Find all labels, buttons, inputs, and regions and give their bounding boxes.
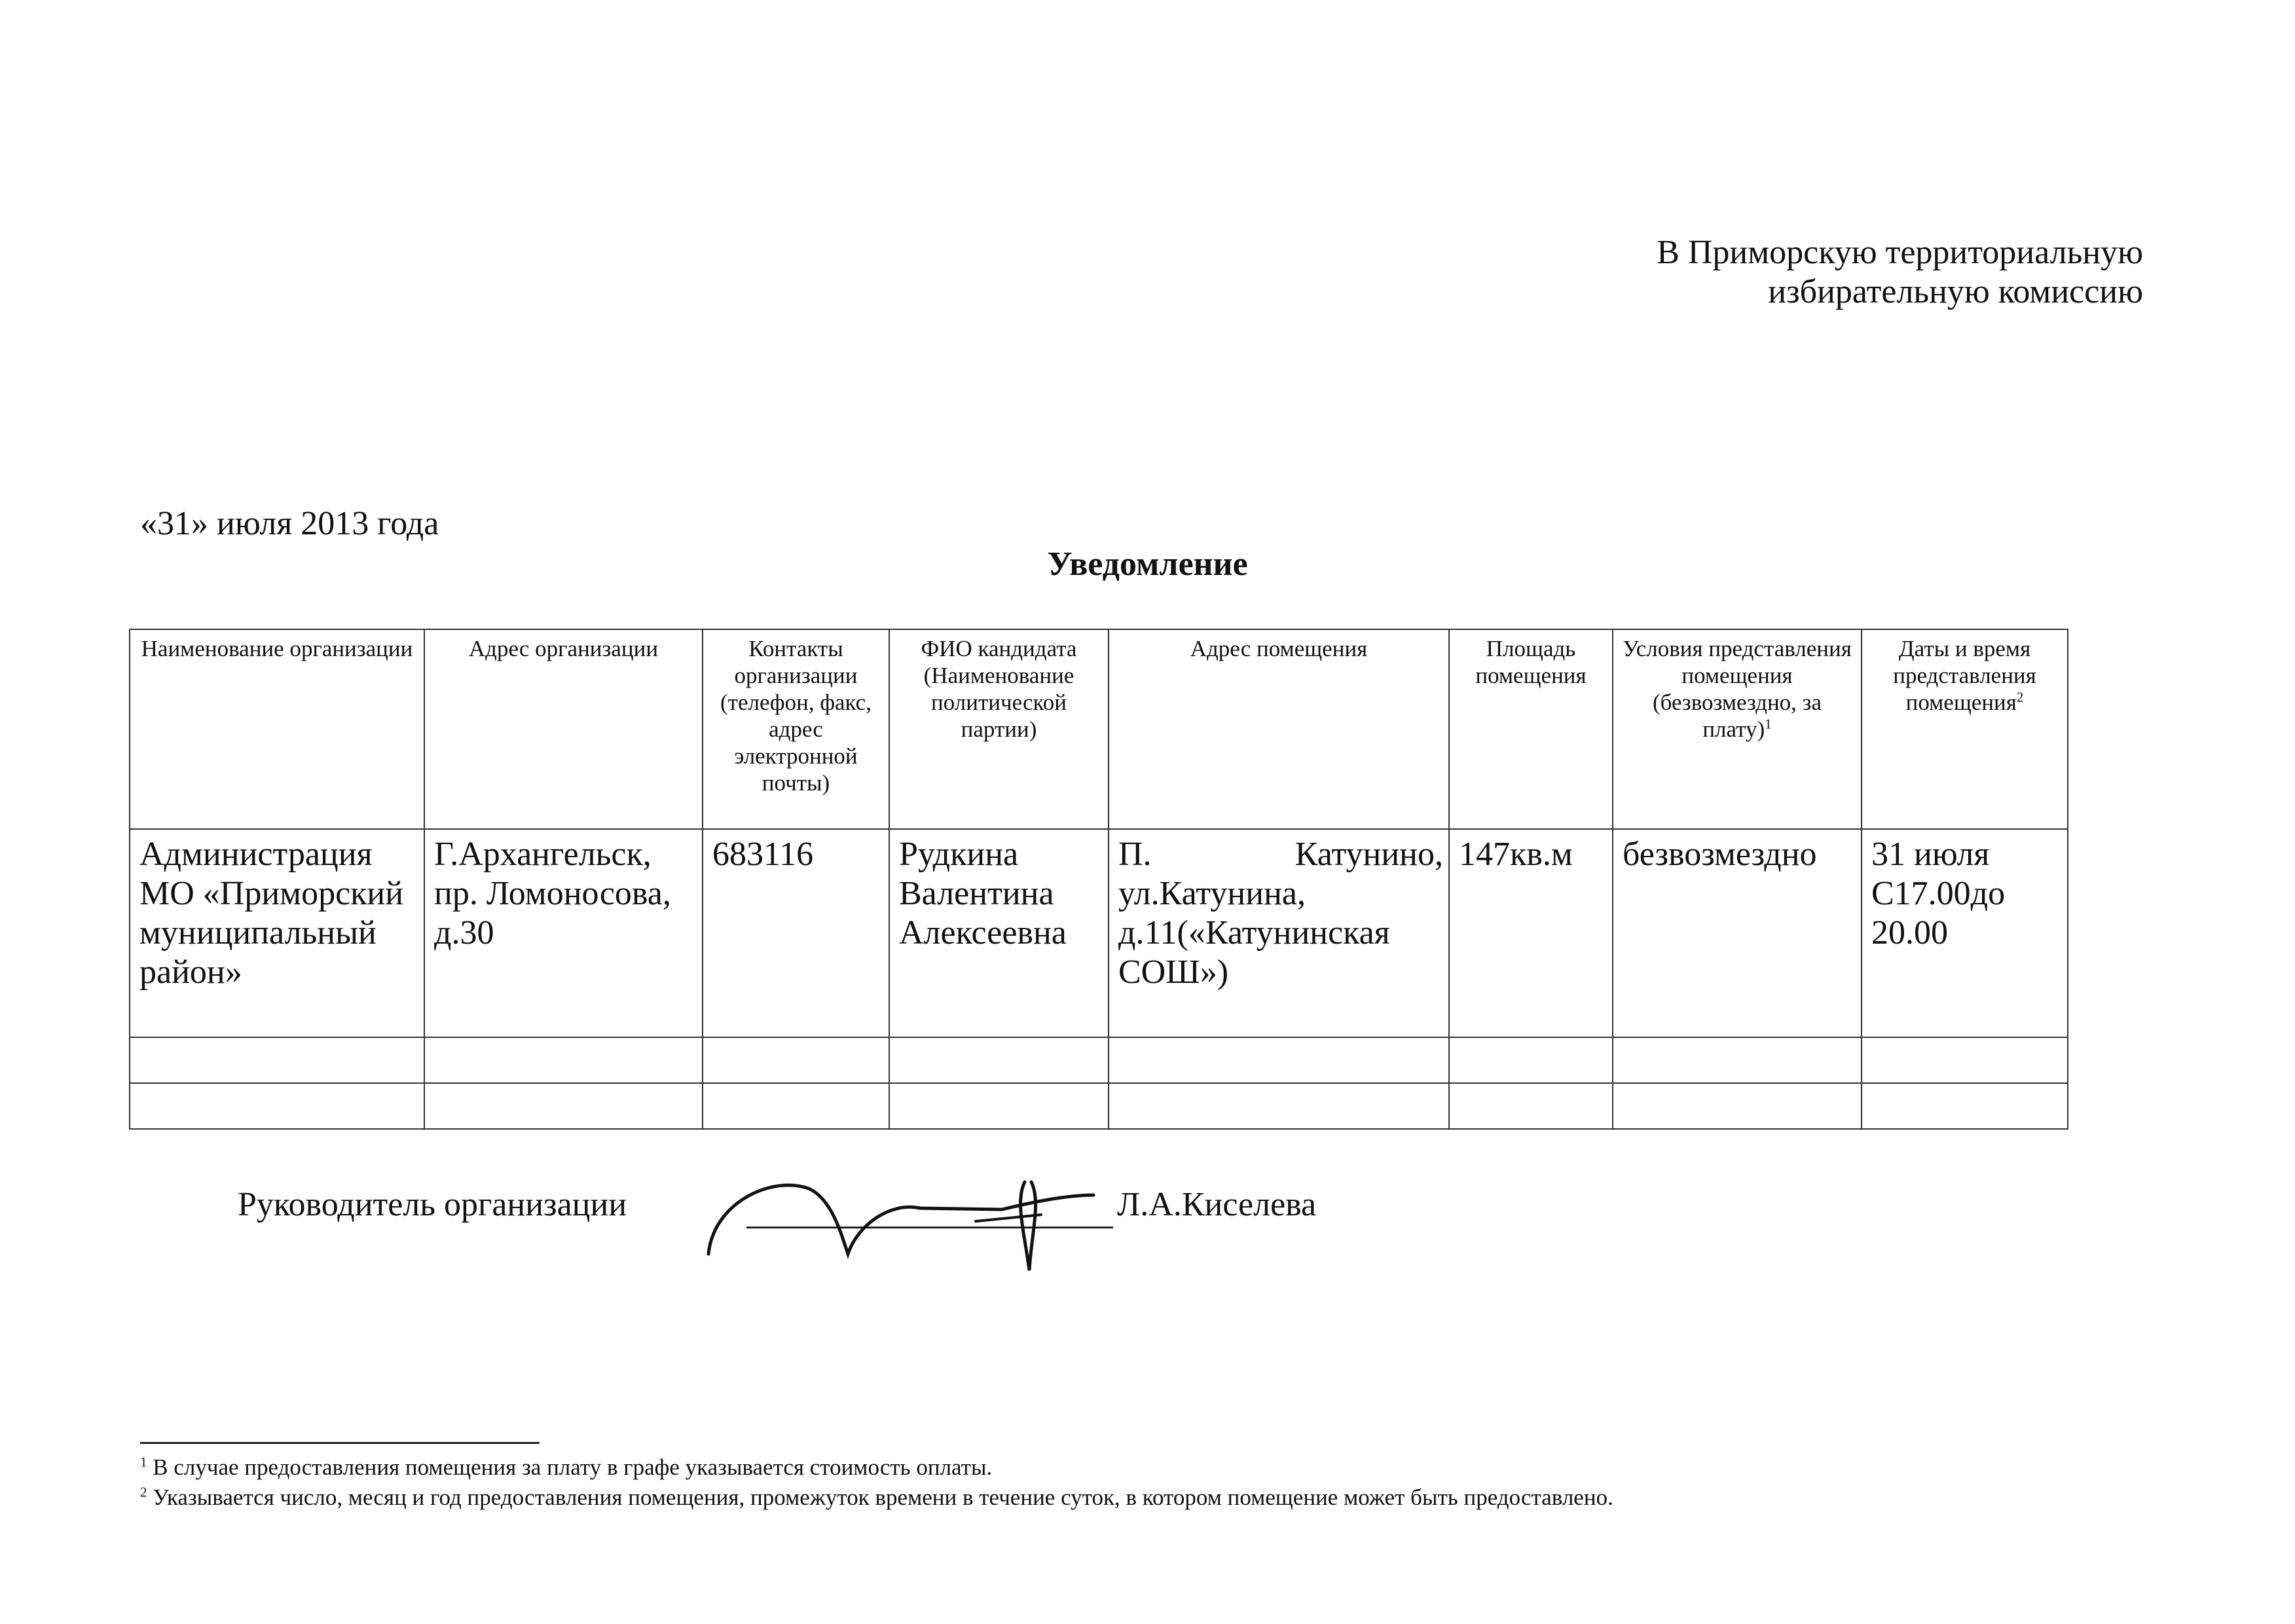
table-row-empty <box>130 1083 2068 1129</box>
header-organization-name: Наименование организации <box>130 629 424 829</box>
addressee-block <box>1657 233 2143 312</box>
header-premises-area: Площадь помещения <box>1449 629 1613 829</box>
addressee-line-2: избирательную комиссию <box>1768 273 2143 310</box>
addressee-line-1: В Приморскую территориальную <box>1657 234 2143 271</box>
header-provision-dates: Даты и время представления помещения$^2$ <box>1862 629 2068 829</box>
header-organization-contacts: Контакты организации (телефон, факс, адрес электронной почты) <box>703 629 889 829</box>
footnote-1: $^1$ В случае предоставления помещения за плату в графе указывается стоимость оплаты. <box>140 1454 993 1480</box>
cell-organization-contacts: 683116 <box>703 829 889 1037</box>
footnotes <box>140 1452 1613 1513</box>
signature-label: Руководитель организации <box>238 1186 627 1223</box>
header-premises-address: Адрес помещения <box>1109 629 1449 829</box>
table-row-empty <box>130 1037 2068 1083</box>
header-candidate-name: ФИО кандидата (Наименование политической партии) <box>889 629 1109 829</box>
cell-organization-name: Администрация МО «Приморский муниципальный район» <box>130 829 424 1037</box>
document-date: «31» июля 2013 года <box>140 505 439 542</box>
document-title: Уведомление <box>1047 545 1248 583</box>
header-organization-address: Адрес организации <box>424 629 703 829</box>
cell-organization-address: Г.Архангельск, пр. Ломоносова, д.30 <box>424 829 703 1037</box>
cell-premises-area: 147кв.м <box>1449 829 1613 1037</box>
notice-table <box>129 629 2068 1130</box>
cell-premises-address: П. Катунино, ул.Катунина, д.11(«Катунинская СОШ») <box>1109 829 1449 1037</box>
header-provision-conditions: Условия представления помещения (безвозмездно, за плату)$^1$ <box>1613 629 1862 829</box>
handwritten-signature <box>701 1162 1146 1274</box>
footnote-divider <box>140 1442 540 1444</box>
footnote-ref-2: 2 <box>2016 689 2024 705</box>
signer-name: Л.А.Киселева <box>1117 1186 1317 1223</box>
footnote-ref-1: 1 <box>1765 716 1772 732</box>
table-row <box>130 829 2068 1037</box>
footnote-2: $^2$ Указывается число, месяц и год предоставления помещения, промежуток времени в течение суток, в котором помещение может быть предоставлено. <box>140 1484 1613 1510</box>
table-header-row <box>130 629 2068 829</box>
cell-provision-conditions: безвозмездно <box>1613 829 1862 1037</box>
cell-provision-dates: 31 июля С17.00до 20.00 <box>1862 829 2068 1037</box>
cell-candidate-name: Рудкина Валентина Алексеевна <box>889 829 1109 1037</box>
